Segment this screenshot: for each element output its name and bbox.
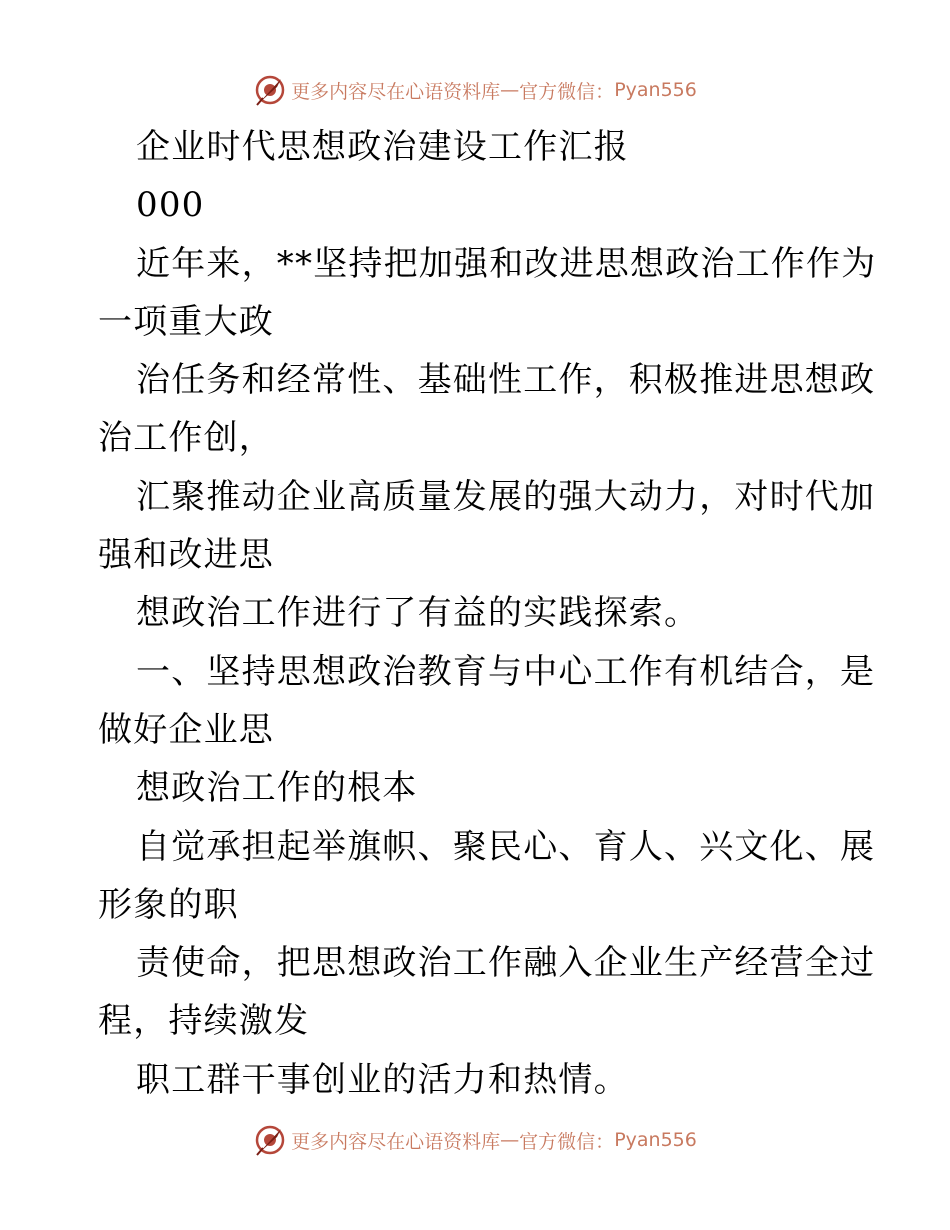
quill-pen-logo-icon — [253, 73, 287, 107]
watermark-wechat-id: Pyan556 — [614, 1129, 697, 1151]
document-line: 000 — [136, 185, 205, 226]
watermark-brand-text: 更多内容尽在心语资料库 — [291, 1130, 501, 1153]
document-line: 近年来，**坚持把加强和改进思想政治工作作为 — [136, 243, 877, 284]
section-heading: 一、坚持思想政治教育与中心工作有机结合，是 — [136, 651, 876, 692]
document-line: 治工作创， — [98, 418, 274, 459]
footer-watermark — [0, 1120, 950, 1160]
document-line: 责使命，把思想政治工作融入企业生产经营全过 — [136, 943, 876, 984]
document-line: 治任务和经常性、基础性工作，积极推进思想政 — [136, 360, 876, 401]
header-watermark — [0, 70, 950, 110]
document-line: 自觉承担起举旗帜、聚民心、育人、兴文化、展 — [136, 826, 876, 867]
document-body — [98, 118, 877, 1109]
quill-pen-logo-icon — [253, 1123, 287, 1157]
watermark-wechat-id: Pyan556 — [614, 79, 697, 101]
document-line: 强和改进思 — [98, 535, 274, 576]
document-line: 职工群干事创业的活力和热情。 — [136, 1059, 629, 1100]
watermark-dash: — — [500, 79, 520, 101]
document-line: 一项重大政 — [98, 301, 274, 342]
watermark-dash: — — [500, 1129, 520, 1151]
document-line: 想政治工作的根本 — [136, 768, 418, 809]
document-line: 做好企业思 — [98, 709, 274, 750]
document-line: 汇聚推动企业高质量发展的强大动力，对时代加 — [136, 476, 876, 517]
document-line: 程，持续激发 — [98, 1001, 310, 1042]
watermark-official-label: 官方微信： — [519, 80, 615, 103]
document-title: 企业时代思想政治建设工作汇报 — [136, 127, 629, 167]
watermark-official-label: 官方微信： — [519, 1130, 615, 1153]
document-line: 想政治工作进行了有益的实践探索。 — [136, 593, 700, 634]
document-line: 形象的职 — [98, 884, 239, 925]
watermark-brand-text: 更多内容尽在心语资料库 — [291, 80, 501, 103]
